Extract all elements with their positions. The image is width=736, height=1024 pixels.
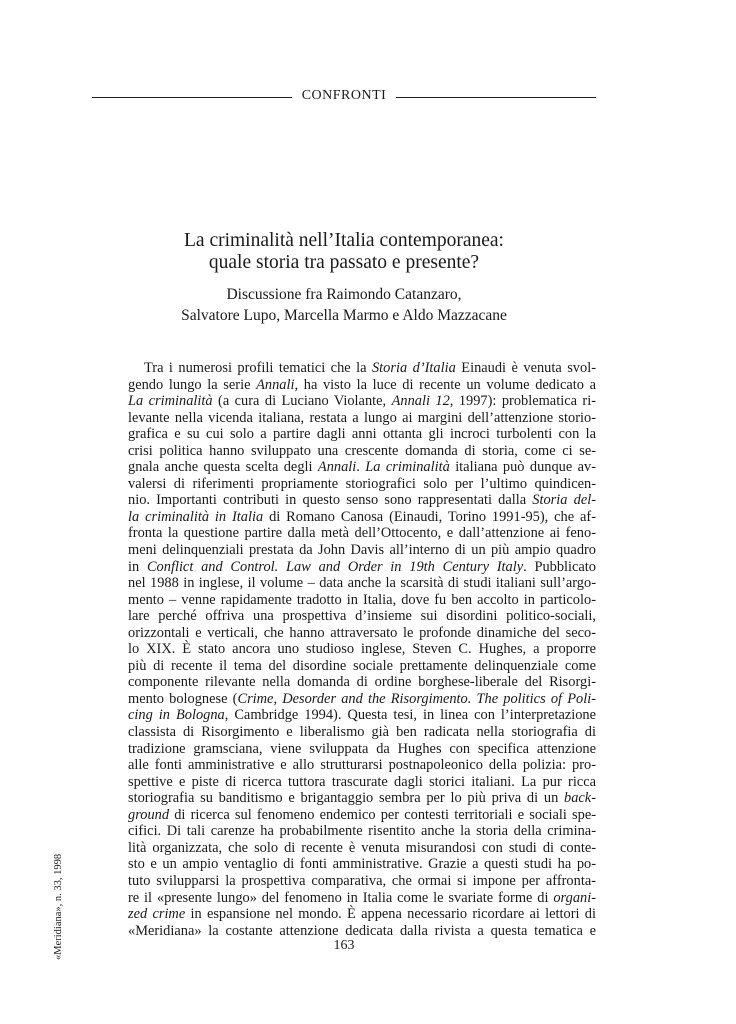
body-line: sto e un ampio ventaglio di fonti amministrative. Grazie a questi studi ha po- — [128, 856, 596, 873]
article-subtitle — [92, 284, 596, 326]
body-line: gnala anche questa scelta degli Annali. La criminalità italiana può dunque av- — [128, 459, 596, 476]
body-line: mento – venne rapidamente tradotto in Italia, dove fu ben accolto in particolo- — [128, 591, 596, 608]
body-line: più di recente il tema del disordine sociale prettamente delinquenziale come — [128, 657, 596, 674]
body-line: lare perché offriva una prospettiva d’insieme sui disordini politico-sociali, — [128, 608, 596, 625]
article-body — [128, 360, 596, 939]
body-line: «Meridiana» la costante attenzione dedicata dalla rivista a questa tematica e — [128, 922, 596, 939]
body-line: spettive e piste di ricerca tuttora trascurate dagli storici italiani. La pur ricca — [128, 773, 596, 790]
body-line: cing in Bologna, Cambridge 1994). Questa tesi, in linea con l’interpretazione — [128, 707, 596, 724]
body-line: grafica e su cui solo a partire dagli anni ottanta gli incroci turbolenti con la — [128, 426, 596, 443]
title-line-1: La criminalità nell’Italia contemporanea: — [184, 230, 504, 251]
body-line: zed crime in espansione nel mondo. È appena necessario ricordare ai lettori di — [128, 906, 596, 923]
body-line: classista di Risorgimento e liberalismo già ben radicata nella storiografia di — [128, 724, 596, 741]
body-line: lità organizzata, che solo di recente è venuta misurandosi con studi di conte- — [128, 839, 596, 856]
body-line: componente rilevante nella domanda di ordine borghese-liberale del Risorgi- — [128, 674, 596, 691]
body-line: nel 1988 in inglese, il volume – data anche la scarsità di studi italiani sull’argo- — [128, 575, 596, 592]
article-title — [92, 230, 596, 274]
body-line: in Conflict and Control. Law and Order in 19th Century Italy. Pubblicato — [128, 558, 597, 575]
title-line-2: quale storia tra passato e presente? — [208, 252, 480, 273]
body-line: ground di ricerca sul fenomeno endemico per contesti territoriali e sociali spe- — [128, 806, 596, 823]
body-line: tuto svilupparsi la prospettiva comparativa, che ormai si impone per affronta- — [128, 872, 596, 889]
subtitle-line-2: Salvatore Lupo, Marcella Marmo e Aldo Mazzacane — [181, 307, 507, 324]
journal-reference-text: «Meridiana», n. 33, 1998 — [53, 853, 64, 960]
article-heading — [92, 230, 596, 326]
body-line: fronta la questione partire dalla metà dell’Ottocento, e dall’attenzione ai feno- — [128, 525, 596, 542]
subtitle-line-1: Discussione fra Raimondo Catanzaro, — [226, 286, 462, 303]
body-line: levante nella vicenda italiana, restata a lungo ai margini dell’attenzione storio- — [128, 409, 596, 426]
body-line: re il «presente lungo» del fenomeno in Italia come le svariate forme di organi- — [128, 889, 596, 906]
body-line: storiografia su banditismo e brigantaggio sembra per lo più priva di un back- — [128, 790, 596, 807]
body-line: cifici. Di tali carenze ha probabilmente risentito anche la storia della crimina- — [128, 823, 596, 840]
body-line: La criminalità (a cura di Luciano Violante, Annali 12, 1997): problematica ri- — [128, 393, 596, 410]
page-number: 163 — [333, 938, 355, 953]
journal-reference — [52, 760, 72, 960]
section-label: CONFRONTI — [298, 88, 391, 103]
body-line: orizzontali e verticali, che hanno attraversato le profonde dinamiche del seco- — [128, 624, 596, 641]
body-line: mento bolognese (Crime, Desorder and the Risorgimento. The politics of Poli- — [128, 690, 596, 707]
body-line: crisi politica hanno sviluppato una crescente domanda di storia, come ci se- — [128, 442, 596, 459]
body-line: valersi di riferimenti propriamente storiografici solo per l’ultimo quindicen- — [128, 475, 596, 492]
body-line: tradizione gramsciana, viene sviluppata da Hughes con specifica attenzione — [128, 740, 596, 757]
body-line: Tra i numerosi profili tematici che la Storia d’Italia Einaudi è venuta svol- — [144, 360, 596, 376]
body-line: gendo lungo la serie Annali, ha visto la luce di recente un volume dedicato a — [128, 376, 596, 393]
section-header — [92, 86, 596, 106]
body-line: alle fonti amministrative e allo strutturarsi postnapoleonico della polizia: pro- — [128, 757, 596, 774]
body-line: lo XIX. È stato ancora uno studioso inglese, Steven C. Hughes, a proporre — [128, 641, 596, 658]
body-line: la criminalità in Italia di Romano Canosa (Einaudi, Torino 1991-95), che af- — [128, 508, 596, 525]
body-line: nio. Importanti contributi in questo senso sono rappresentati dalla Storia del- — [128, 492, 596, 509]
body-line: meni delinquenziali prestata da John Davis all’interno di un più ampio quadro — [128, 542, 596, 559]
